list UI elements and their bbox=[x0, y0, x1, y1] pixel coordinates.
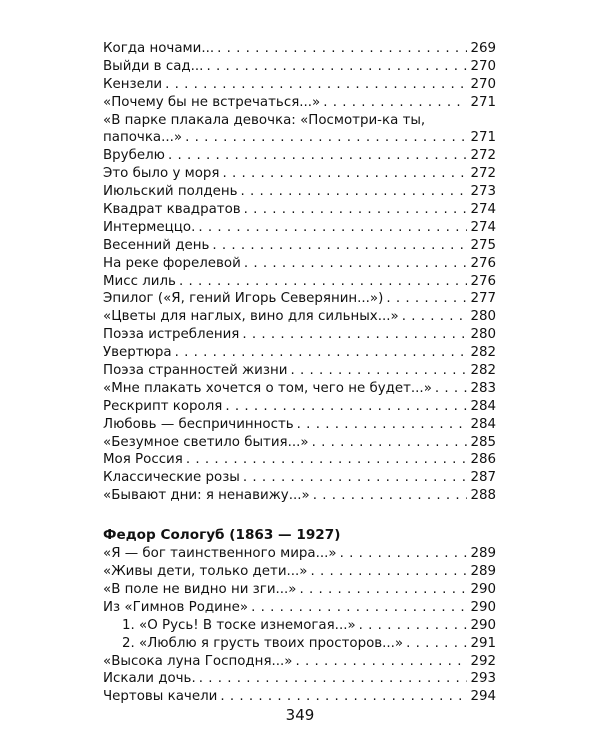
leader-dots bbox=[175, 344, 468, 362]
toc-entry-continuation bbox=[103, 129, 496, 147]
leader-dots bbox=[435, 380, 468, 398]
leader-dots bbox=[241, 183, 468, 201]
toc-entry bbox=[103, 273, 496, 291]
toc-entry-title: Поэза истребления bbox=[103, 327, 240, 343]
section-heading-sologub: Федор Сологуб (1863 — 1927) bbox=[103, 527, 341, 544]
toc-entry-page: 292 bbox=[470, 653, 496, 669]
toc-entry-title: Выйди в сад... bbox=[103, 58, 204, 74]
toc-entry-title: Рескрипт короля bbox=[103, 398, 223, 414]
toc-entry bbox=[103, 290, 496, 308]
toc-entry-page: 289 bbox=[470, 546, 496, 562]
toc-entry-page: 276 bbox=[470, 273, 496, 289]
toc-entry bbox=[103, 688, 496, 706]
toc-group-sologub bbox=[103, 545, 496, 706]
toc-entry-title: Поэза странностей жизни bbox=[103, 363, 288, 379]
toc-entry-title: Когда ночами... bbox=[103, 41, 215, 56]
toc-entry-page: 277 bbox=[470, 291, 496, 307]
leader-dots bbox=[312, 434, 468, 452]
toc-entry-page: 269 bbox=[470, 41, 496, 56]
toc-entry-page: 290 bbox=[470, 581, 496, 597]
toc-subentry bbox=[103, 635, 496, 653]
toc-entry bbox=[103, 201, 496, 219]
toc-entry-page: 271 bbox=[470, 130, 496, 146]
toc-entry bbox=[103, 380, 496, 398]
toc-entry-page: 272 bbox=[470, 148, 496, 164]
toc-entry bbox=[103, 398, 496, 416]
toc-entry-page: 293 bbox=[470, 671, 496, 687]
toc-entry-title: «Я — бог таинственного мира...» bbox=[103, 546, 337, 562]
toc-entry bbox=[103, 326, 496, 344]
toc-entry bbox=[103, 362, 496, 380]
toc-entry-title: Моя Россия bbox=[103, 452, 183, 468]
toc-entry-title: На реке форелевой bbox=[103, 255, 241, 271]
toc-entry bbox=[103, 237, 496, 255]
toc-entry-page: 290 bbox=[470, 617, 496, 633]
toc-entry-title: «Мне плакать хочется о том, чего не будет...» bbox=[103, 380, 432, 396]
toc-entry-title: Это было у моря bbox=[103, 166, 220, 182]
leader-dots bbox=[313, 487, 468, 505]
toc-entry bbox=[103, 58, 496, 76]
leader-dots bbox=[186, 451, 468, 469]
toc-entry-title: «Высока луна Господня...» bbox=[103, 653, 293, 669]
toc-entry-title: Увертюра bbox=[103, 345, 172, 361]
toc-entry bbox=[103, 653, 496, 671]
toc-entry bbox=[103, 545, 496, 563]
toc-entry-title: Кензели bbox=[103, 76, 163, 92]
leader-dots bbox=[323, 94, 467, 112]
toc-entry-title: «Бывают дни: я ненавижу...» bbox=[103, 488, 310, 504]
toc-entry-title-continued: папочка...» bbox=[103, 130, 183, 146]
toc-entry-title: Мисс лиль bbox=[103, 273, 176, 289]
leader-dots bbox=[244, 201, 468, 219]
leader-dots bbox=[402, 308, 468, 326]
toc-entry-title: «Почему бы не встречаться...» bbox=[103, 94, 321, 110]
toc-entry bbox=[103, 344, 496, 362]
toc-entry-title: Квадрат квадратов bbox=[103, 202, 241, 218]
leader-dots bbox=[243, 469, 468, 487]
toc-entry bbox=[103, 165, 496, 183]
leader-dots bbox=[290, 362, 467, 380]
leader-dots bbox=[295, 653, 467, 671]
toc-entry-title: «Цветы для наглых, вино для сильных...» bbox=[103, 309, 399, 325]
leader-dots bbox=[179, 273, 467, 291]
toc-entry-page: 294 bbox=[470, 689, 496, 705]
toc-entry-page: 272 bbox=[470, 166, 496, 182]
toc-entry bbox=[103, 76, 496, 94]
leader-dots bbox=[217, 40, 467, 58]
toc-entry bbox=[103, 112, 496, 130]
toc-entry-title: 1. «О Русь! В тоске изнемогая...» bbox=[122, 617, 356, 633]
toc-entry-title: Врубелю bbox=[103, 148, 165, 164]
toc-entry bbox=[103, 147, 496, 165]
page-number: 349 bbox=[285, 706, 315, 724]
toc-entry bbox=[103, 469, 496, 487]
leader-dots bbox=[242, 326, 467, 344]
leader-dots bbox=[244, 255, 468, 273]
toc-entry bbox=[103, 183, 496, 201]
toc-entry-title: Весенний день bbox=[103, 237, 210, 253]
toc-subentry bbox=[103, 617, 496, 635]
toc-entry-page: 271 bbox=[470, 94, 496, 110]
leader-dots bbox=[225, 398, 467, 416]
toc-entry-page: 287 bbox=[470, 470, 496, 486]
toc-entry-title: Эпилог («Я, гений Игорь Северянин...») bbox=[103, 291, 384, 307]
toc-entry bbox=[103, 219, 496, 237]
toc-entry-title: Чертовы качели bbox=[103, 689, 218, 705]
toc-entry-page: 282 bbox=[470, 363, 496, 379]
toc-group-severyanin bbox=[103, 40, 496, 505]
toc-entry-title: «Живы дети, только дети...» bbox=[103, 564, 308, 580]
toc-entry bbox=[103, 40, 496, 58]
leader-dots bbox=[198, 219, 467, 237]
toc-entry-page: 270 bbox=[470, 76, 496, 92]
leader-dots bbox=[165, 76, 467, 94]
toc-entry-page: 284 bbox=[470, 416, 496, 432]
toc-entry bbox=[103, 308, 496, 326]
toc-entry-page: 273 bbox=[470, 184, 496, 200]
toc-entry bbox=[103, 487, 496, 505]
toc-entry-page: 270 bbox=[470, 58, 496, 74]
toc-entry-page: 276 bbox=[470, 255, 496, 271]
toc-entry-title: «В парке плакала девочка: «Посмотри-ка ты, bbox=[103, 112, 426, 128]
toc-entry-page: 283 bbox=[470, 380, 496, 396]
toc-entry-page: 290 bbox=[470, 599, 496, 615]
leader-dots bbox=[386, 290, 467, 308]
leader-dots bbox=[212, 237, 467, 255]
toc-entry-page: 288 bbox=[470, 488, 496, 504]
toc-entry-page: 284 bbox=[470, 398, 496, 414]
leader-dots bbox=[340, 545, 468, 563]
leader-dots bbox=[311, 563, 468, 581]
toc-entry bbox=[103, 451, 496, 469]
toc-entry-title: Искали дочь. bbox=[103, 671, 196, 687]
toc-entry-title: Интермеццо. bbox=[103, 219, 196, 235]
table-of-contents bbox=[103, 40, 496, 706]
toc-entry-title: «В поле не видно ни зги...» bbox=[103, 581, 297, 597]
toc-entry bbox=[103, 434, 496, 452]
toc-entry-title: Классические розы bbox=[103, 470, 240, 486]
toc-entry bbox=[103, 599, 496, 617]
leader-dots bbox=[220, 688, 467, 706]
toc-entry-page: 275 bbox=[470, 237, 496, 253]
toc-entry-page: 274 bbox=[470, 219, 496, 235]
toc-entry bbox=[103, 581, 496, 599]
toc-entry-page: 274 bbox=[470, 202, 496, 218]
leader-dots bbox=[199, 670, 468, 688]
toc-entry-title: «Безумное светило бытия...» bbox=[103, 434, 309, 450]
leader-dots bbox=[185, 129, 467, 147]
toc-entry-page: 280 bbox=[470, 327, 496, 343]
leader-dots bbox=[222, 165, 467, 183]
toc-entry-title: 2. «Люблю я грусть твоих просторов...» bbox=[122, 635, 404, 651]
toc-entry-page: 291 bbox=[470, 635, 496, 651]
toc-entry-title: Из «Гимнов Родине» bbox=[103, 599, 249, 615]
leader-dots bbox=[297, 416, 468, 434]
toc-entry-page: 286 bbox=[470, 452, 496, 468]
toc-entry-page: 282 bbox=[470, 345, 496, 361]
toc-entry-title: Июльский полдень bbox=[103, 184, 238, 200]
toc-entry bbox=[103, 255, 496, 273]
leader-dots bbox=[299, 581, 467, 599]
toc-entry bbox=[103, 94, 496, 112]
toc-entry-page: 280 bbox=[470, 309, 496, 325]
leader-dots bbox=[406, 635, 467, 653]
toc-entry bbox=[103, 416, 496, 434]
leader-dots bbox=[206, 58, 467, 76]
toc-entry-page: 289 bbox=[470, 564, 496, 580]
leader-dots bbox=[251, 599, 467, 617]
leader-dots bbox=[359, 617, 468, 635]
toc-entry bbox=[103, 670, 496, 688]
toc-entry-page: 285 bbox=[470, 434, 496, 450]
toc-entry bbox=[103, 563, 496, 581]
leader-dots bbox=[168, 147, 467, 165]
toc-entry-title: Любовь — беспричинность bbox=[103, 416, 294, 432]
